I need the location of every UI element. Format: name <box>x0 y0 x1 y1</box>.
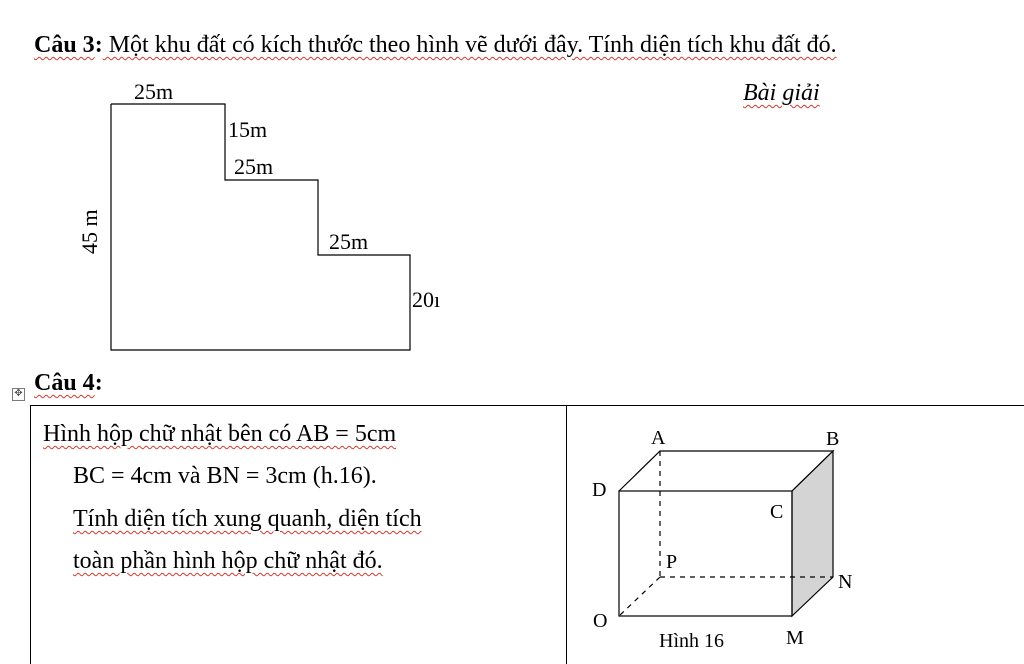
box-figure <box>566 405 1024 664</box>
label-left-height: 45 m <box>77 209 102 254</box>
table-left-border <box>30 405 31 664</box>
vertex-a: A <box>651 427 666 449</box>
box-right-face <box>792 451 833 616</box>
question-4-colon: : <box>94 370 103 396</box>
question-4-line-1: Hình hộp chữ nhật bên có AB = 5cm <box>43 421 397 447</box>
question-3-colon: : <box>94 32 103 58</box>
question-4-label: Câu 4 <box>34 370 95 396</box>
label-step2-width: 25m <box>329 229 369 254</box>
vertex-o: O <box>593 610 608 632</box>
label-step3-height: 20ı <box>412 287 441 312</box>
vertex-n: N <box>838 571 853 593</box>
question-4-line-4: toàn phần hình hộp chữ nhật đó. <box>73 548 383 574</box>
label-step1-height: 15m <box>228 117 268 142</box>
vertex-m: M <box>786 627 804 649</box>
question-3-label: Câu 3 <box>34 32 95 58</box>
question-3-text: Một khu đất có kích thước theo hình vẽ dưới đây. Tính diện tích khu đất đó. <box>102 32 837 58</box>
hidden-edge-po <box>619 577 660 616</box>
vertex-b: B <box>826 428 840 450</box>
vertex-p: P <box>666 551 678 573</box>
question-4-line-3: Tính diện tích xung quanh, diện tích <box>73 506 422 532</box>
question-4-line-2 <box>73 461 377 491</box>
move-handle-icon[interactable]: ✥ <box>12 388 25 401</box>
question-4-line-2-text: BC = 4cm và BN = 3cm (h.16). <box>73 463 377 489</box>
figure-caption: Hình 16 <box>659 630 724 652</box>
label-top-width: 25m <box>134 79 174 104</box>
vertex-d: D <box>592 479 607 501</box>
solution-heading: Bài giải <box>743 80 820 106</box>
box-front-face <box>619 491 792 616</box>
question-4-title <box>34 368 103 398</box>
label-step1-width: 25m <box>234 154 274 179</box>
vertex-c: C <box>770 501 784 523</box>
